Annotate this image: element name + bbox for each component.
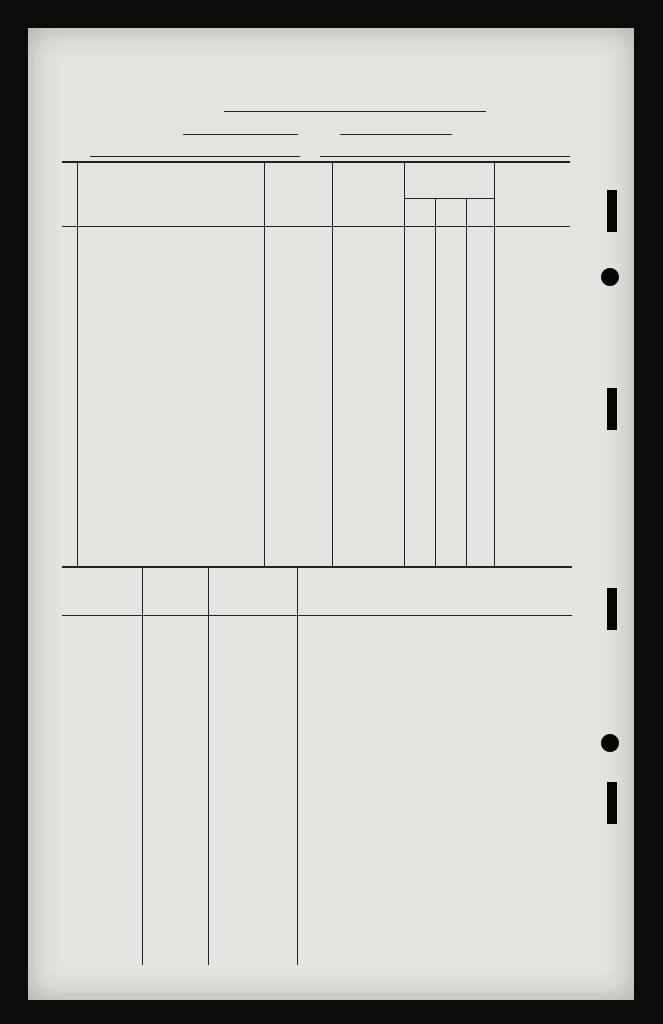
record-page	[28, 28, 634, 1000]
table-left-border	[77, 162, 78, 566]
col-divider	[466, 198, 467, 566]
ship-line	[224, 111, 486, 112]
binder-clip	[607, 190, 617, 232]
col-divider	[208, 567, 209, 965]
month-line	[340, 134, 452, 135]
binder-hole	[601, 268, 619, 286]
to-line	[320, 156, 570, 157]
binder-clip	[607, 388, 617, 430]
col-divider	[264, 162, 265, 566]
day-line	[183, 134, 298, 135]
col-divider	[494, 162, 495, 566]
col-divider	[404, 162, 405, 566]
col-divider	[332, 162, 333, 566]
lower-header-bottom-rule	[62, 615, 572, 616]
binder-clip	[607, 588, 617, 630]
col-divider	[142, 567, 143, 965]
binder-hole	[601, 734, 619, 752]
from-line	[90, 156, 300, 157]
col-divider	[435, 198, 436, 566]
binder-clip	[607, 782, 617, 824]
lower-table-top-border	[62, 566, 572, 568]
enlistment-subrule	[405, 198, 494, 199]
header-bottom-rule	[62, 226, 570, 227]
col-divider	[297, 567, 298, 965]
